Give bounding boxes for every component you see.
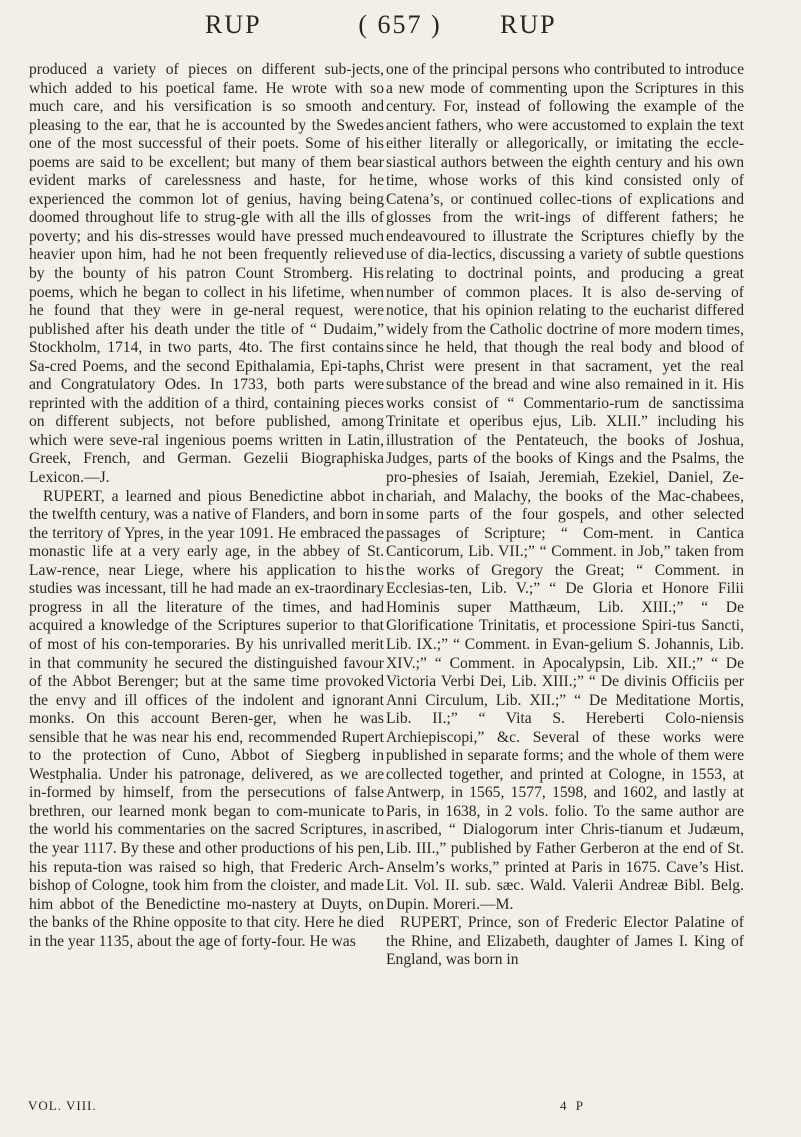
paragraph-rupert-works: one of the principal persons who contributed to introduce a new mode of commenting upon the Scriptures in this century. For, instead of following the example of the ancient fathers, who were accustomed to explain the text either literally or allegorically, or imitating the eccle-siastical authors between the eighth century and his own time, whose works of this kind consisted only of Catena’s, or continued collec-tions of explications and glosses from the writ-ings of different fathers; he endeavoured to illustrate the Scriptures chiefly by the use of dia-lectics, discussing a variety of subtle questions relating to doctrinal points, and producing a great number of common places. It is also de-serving of notice, that his opinion relating to the eucharist differed widely from the Catholic doctrine of more modern times, since he held, that though the real body and blood of Christ were present in that sacrament, yet the real substance of the bread and wine also remained in it. His works consist of “ Commentario-rum de sanctissima Trinitate et operibus ejus, Lib. XLII.” including his illustration of the Pentateuch, the books of Joshua, Judges, parts of the books of Kings and the Psalms, the pro-phesies of Isaiah, Jeremiah, Ezekiel, Daniel, Ze-chariah, and Malachy, the books of the Mac-chabees, some parts of the four gospels, and other selected passages of Scripture; “ Com-ment. in Cantica Canticorum, Lib. VII.;” “ Comment. in Job,” taken from the works of Gregory the Great; “ Comment. in Ecclesias-ten, Lib. V.;” “ De Gloria et Honore Filii Hominis super Matthæum, Lib. XIII.;” “ De Glorificatione Trinitatis, et processione Spiri-tus Sancti, Lib. IX.;” “ Comment. in Evan-gelium S. Johannis, Lib. XIV.;” “ Comment. in Apocalypsin, Lib. XII.;” “ De Victoria Verbi Dei, Lib. XIII.;” “ De divinis Officiis per Anni Circulum, Lib. XII.;” “ De Meditatione Mortis, Lib. II.;” “ Vita S. Hereberti Colo-niensis Archiepiscopi,” &c. Several of these works were published in separate forms; and the whole of them were collected together, and printed at Cologne, in 1553, at Antwerp, in 1565, 1577, 1598, and 1602, and lastly at Paris, in 1638, in 2 vols. folio. To the same author are ascribed, “ Dialogorum inter Chris-tianum et Judæum, Lib. III.,” published by Father Gerberon at the end of St. Anselm’s works,” printed at Paris in 1675. Cave’s Hist. Lit. Vol. II. sub. sæc. Wald. Valerii Andreæ Bibl. Belg. Dupin. Moreri.—M. (386, 61, 744, 913)
signature-mark: 4 P (560, 1098, 586, 1113)
page-number: ( 657 ) (358, 10, 442, 39)
left-column (29, 61, 384, 951)
paragraph-rupert-prince: RUPERT, Prince, son of Frederic Elector Palatine of the Rhine, and Elizabeth, daughter of James I. King of England, was born in (386, 914, 744, 969)
right-column (386, 61, 744, 970)
running-header (0, 10, 801, 50)
paragraph-rupert-abbot: RUPERT, a learned and pious Benedictine abbot in the twelfth century, was a native of Flanders, and born in the territory of Ypres, in the year 1091. He embraced the monastic life at a very early age, in the abbey of St. Law-rence, near Liege, where his application to his studies was incessant, till he had made an ex-traordinary progress in all the literature of the times, and had acquired a knowledge of the Scriptures superior to that of most of his con-temporaries. By his unrivalled merit in that community he secured the distinguished favour of the Abbot Berenger; but at the same time provoked the envy and ill offices of the indolent and ignorant monks. On this account Beren-ger, when he was sensible that he was near his end, recommended Rupert to the protection of Cuno, Abbot of Siegberg in Westphalia. Under his patronage, delivered, as we are in-formed by himself, from the persecutions of false brethren, our learned monk began to com-municate to the world his commentaries on the sacred Scriptures, in the year 1117. By these and other productions of his pen, his reputa-tion was raised so high, that Frederic Arch-bishop of Cologne, took him from the cloister, and made him abbot of the Benedictine mo-nastery at Duyts, on the banks of the Rhine opposite to that city. Here he died in the year 1135, about the age of forty-four. He was (29, 487, 384, 950)
volume-label: VOL. VIII. (28, 1098, 97, 1113)
header-left-catchword: RUP (205, 10, 262, 39)
header-right-catchword: RUP (500, 10, 557, 39)
paragraph-poet-continuation: produced a variety of pieces on different sub-jects, which added to his poetical fame. He wrote with so much care, and his versification is so smooth and pleasing to the ear, that he is accounted by the Swedes one of the most successful of their poets. Some of his poems are said to be excellent; but many of them bear evident marks of carelessness and haste, for he experienced the common lot of genius, having being doomed throughout life to strug-gle with all the ills of poverty; and his dis-stresses would have pressed much heavier upon him, had he not been frequently relieved by the bounty of his patron Count Stromberg. His poems, which he began to collect in his lifetime, when he found that they were in ge-neral request, were published after his death under the title of “ Dudaim,” Stockholm, 1714, in two parts, 4to. The first contains Sa-cred Poems, and the second Epithalamia, Epi-taphs, and Congratulatory Odes. In 1733, both parts were reprinted with the addition of a third, containing pieces on different subjects, not before published, among which were seve-ral ingenious poems written in Latin, Greek, French, and German. Gezelii Biographiska Lexicon.—J. (29, 61, 384, 487)
